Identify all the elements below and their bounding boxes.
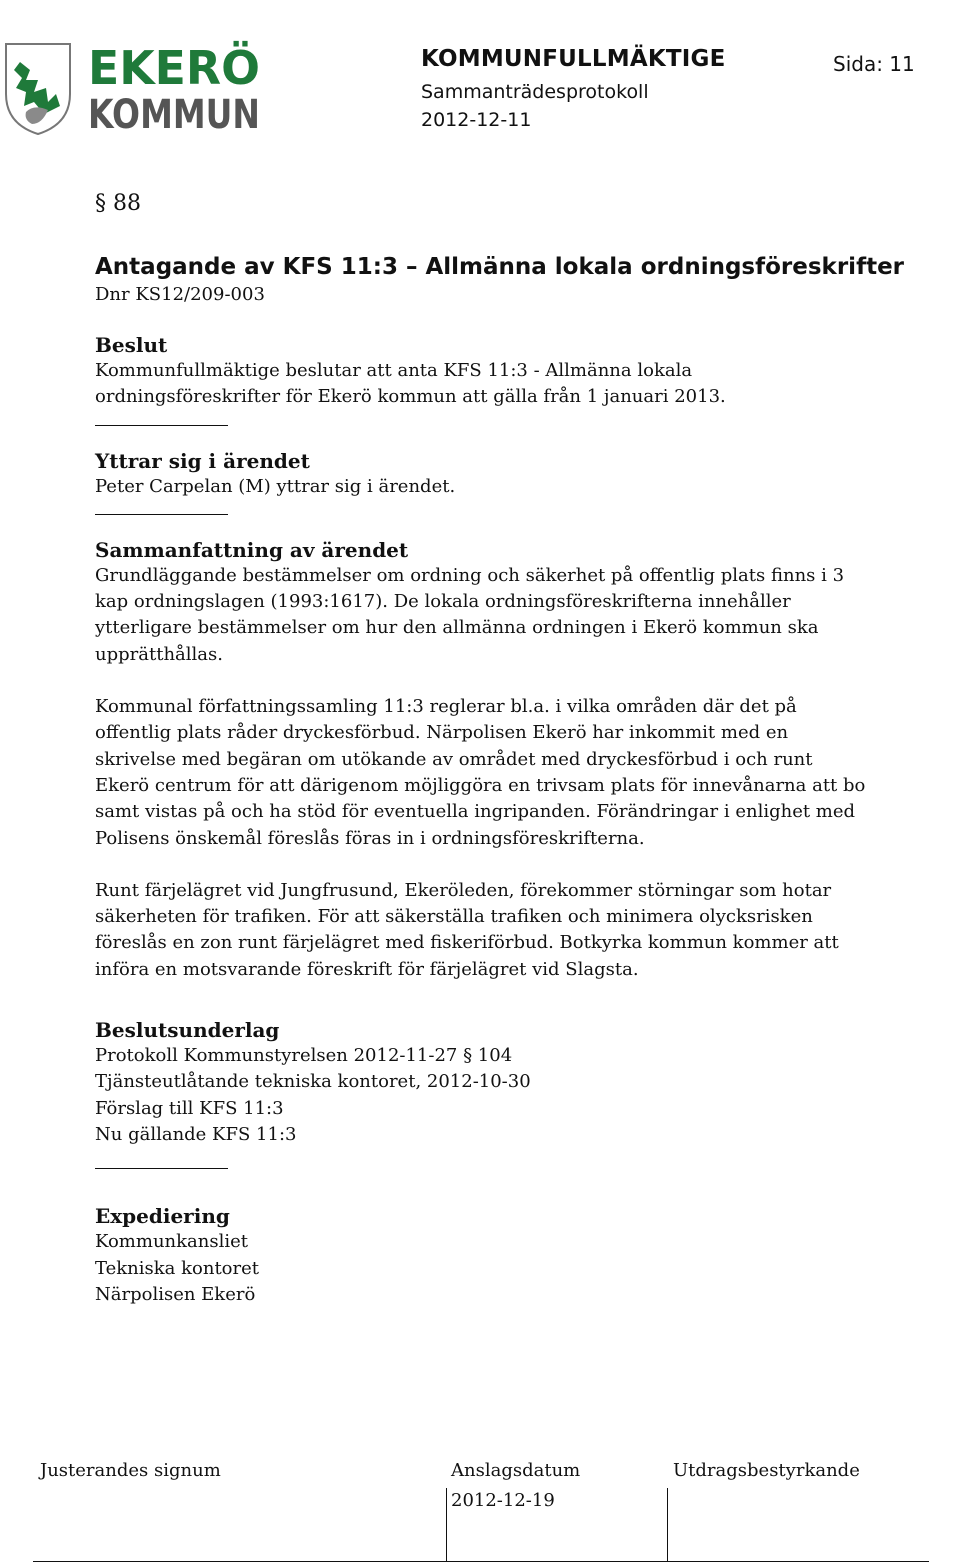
basis-item: Nu gällande KFS 11:3 (95, 1123, 297, 1145)
summary-line: Runt färjelägret vid Jungfrusund, Ekeröleden, förekommer störningar som hotar (95, 879, 832, 901)
footer-rule (33, 1561, 929, 1562)
paragraph-gap (95, 983, 957, 1017)
summary-line: samt vistas på och ha stöd för eventuella ingripanden. Förändringar i enlighet med (95, 801, 856, 823)
summary-line: Polisens önskemål föreslås föras in i ordningsföreskrifterna. (95, 827, 645, 849)
distribution-item: Kommunkansliet (95, 1231, 248, 1253)
beslut-line: ordningsföreskrifter för Ekerö kommun att gälla från 1 januari 2013. (95, 386, 726, 408)
summary-line: offentlig plats råder dryckesförbud. Närpolisen Ekerö har inkommit med en (95, 722, 789, 744)
meeting-date: 2012-12-11 (421, 109, 532, 131)
sammanfattning-heading: Sammanfattning av ärendet (95, 537, 409, 562)
diary-number: Dnr KS12/209-003 (95, 284, 265, 305)
item-title: Antagande av KFS 11:3 – Allmänna lokala ordningsföreskrifter (95, 254, 905, 280)
justerandes-signum-label: Justerandes signum (40, 1460, 221, 1481)
divider (95, 514, 228, 515)
summary-line: upprätthållas. (95, 643, 223, 665)
logo-wordmark-bottom: KOMMUN (88, 92, 260, 138)
paragraph-number-value: 88 (113, 191, 141, 216)
paragraph-gap (95, 668, 957, 694)
summary-line: införa en motsvarande föreskrift för färjelägret vid Slagsta. (95, 958, 639, 980)
expediering-heading: Expediering (95, 1204, 230, 1229)
divider (95, 425, 228, 426)
anslagsdatum-value: 2012-12-19 (451, 1490, 555, 1511)
beslut-line: Kommunfullmäktige beslutar att anta KFS 11:3 - Allmänna lokala (95, 360, 693, 381)
footer-divider (667, 1488, 668, 1562)
summary-line: Ekerö centrum för att därigenom möjliggöra en trivsam plats för innevånarna att bo (95, 774, 866, 796)
summary-line: föreslås en zon runt färjelägret med fiskeriförbud. Botkyrka kommun kommer att (95, 932, 839, 954)
committee-title: KOMMUNFULLMÄKTIGE (421, 46, 726, 72)
anslagsdatum-label: Anslagsdatum (451, 1460, 581, 1481)
paragraph-number (95, 188, 957, 220)
logo-wordmark-top: EKERÖ (88, 41, 260, 95)
footer-divider (446, 1488, 447, 1562)
main-content (95, 188, 957, 1308)
distribution-item: Tekniska kontoret (95, 1257, 260, 1279)
basis-item: Förslag till KFS 11:3 (95, 1097, 284, 1119)
utdragsbestyrkande-label: Utdragsbestyrkande (673, 1460, 860, 1481)
summary-line: säkerheten för trafiken. För att säkerställa trafiken och minimera olycksrisken (95, 906, 813, 928)
summary-line: Kommunal författningssamling 11:3 reglerar bl.a. i vilka områden där det på (95, 696, 797, 718)
basis-item: Protokoll Kommunstyrelsen 2012-11-27 § 104 (95, 1045, 513, 1067)
divider (95, 1168, 228, 1169)
yttrar-text: Peter Carpelan (M) yttrar sig i ärendet. (95, 475, 456, 497)
summary-line: Grundläggande bestämmelser om ordning och säkerhet på offentlig plats finns i 3 (95, 564, 845, 586)
shield-emblem-icon (6, 44, 70, 134)
summary-line: ytterligare bestämmelser om hur den allmänna ordningen i Ekerö kommun ska (95, 617, 819, 639)
summary-line: skrivelse med begäran om utökande av området med dryckesförbud i och runt (95, 748, 813, 770)
distribution-item: Närpolisen Ekerö (95, 1283, 256, 1305)
basis-item: Tjänsteutlåtande tekniska kontoret, 2012-10-30 (95, 1071, 531, 1093)
ekero-kommun-logo (4, 40, 266, 136)
page-number: Sida: 11 (833, 52, 915, 76)
section-sign-icon: § (95, 191, 106, 216)
document-type: Sammanträdesprotokoll (421, 81, 649, 103)
beslut-heading: Beslut (95, 333, 168, 357)
beslutsunderlag-heading: Beslutsunderlag (95, 1018, 280, 1043)
yttrar-heading: Yttrar sig i ärendet (95, 448, 310, 473)
summary-line: kap ordningslagen (1993:1617). De lokala ordningsföreskrifterna innehåller (95, 591, 791, 613)
paragraph-gap (95, 852, 957, 878)
